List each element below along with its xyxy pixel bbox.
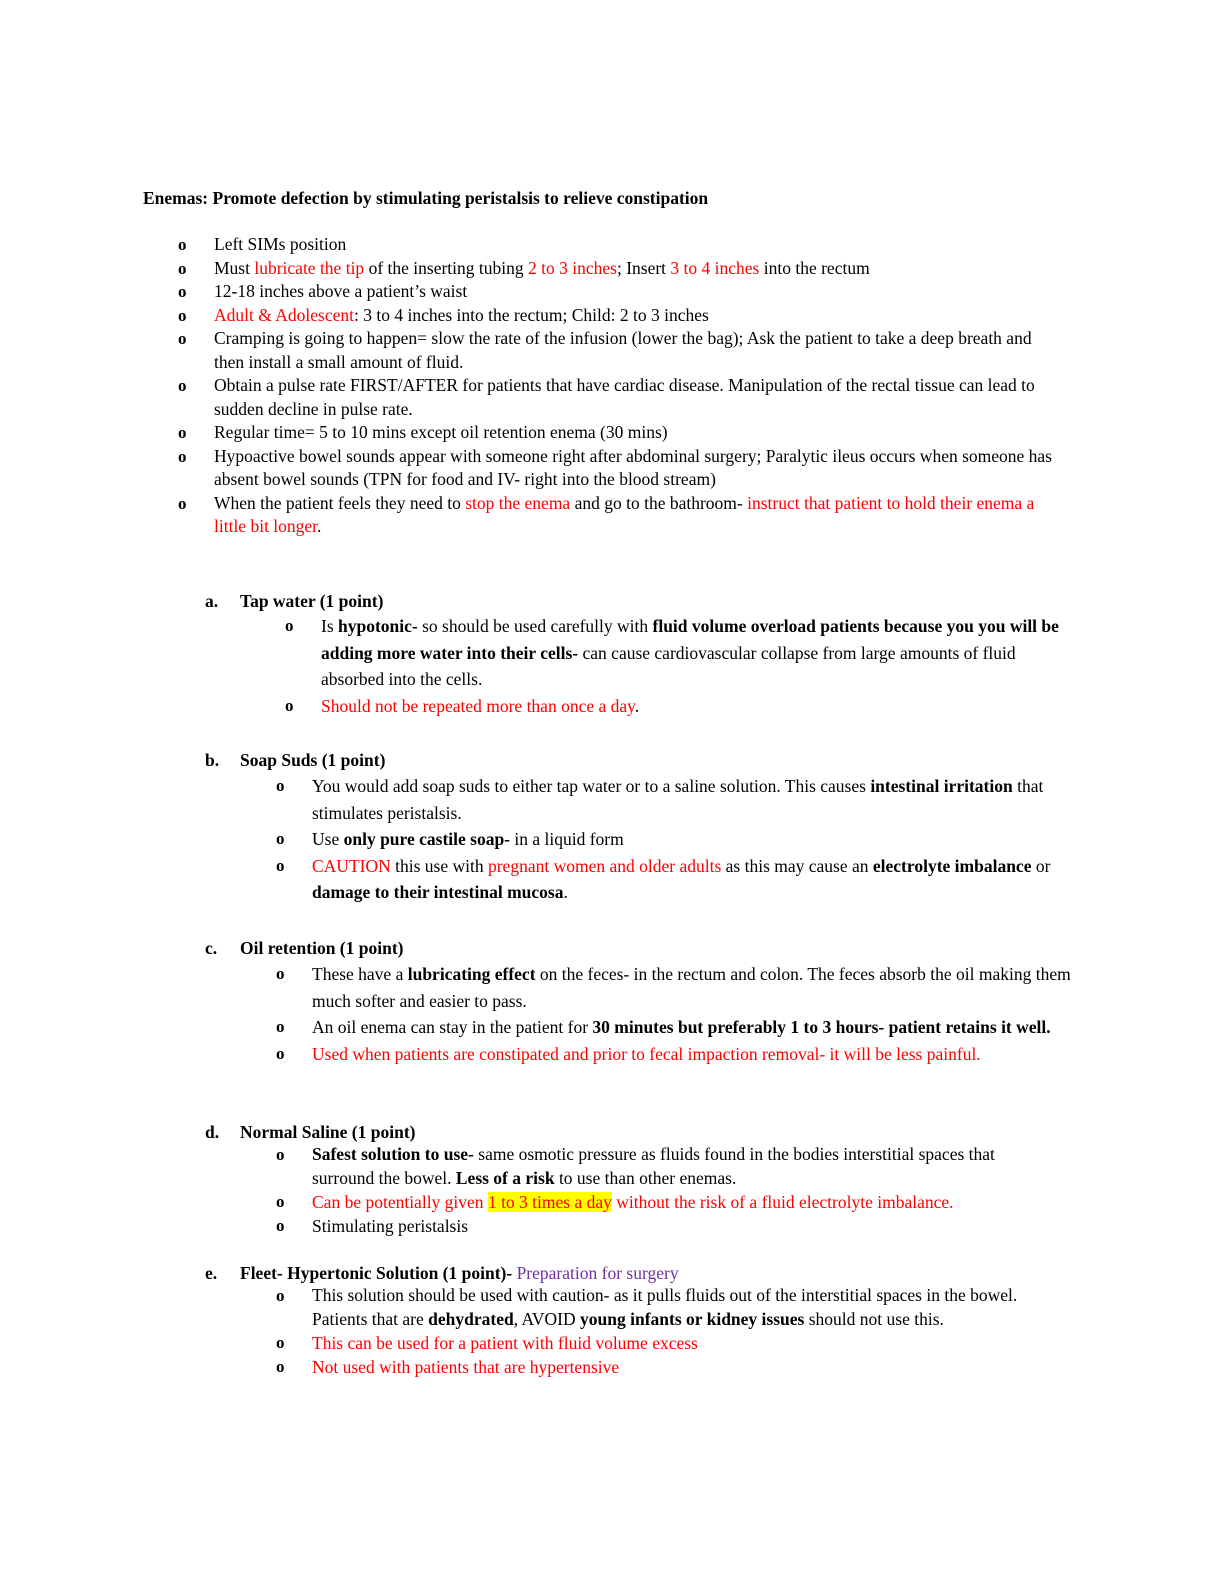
list-item: o Must lubricate the tip of the inserting tubing 2 to 3 inches; Insert 3 to 4 inches into the rectum: [214, 257, 1064, 281]
page-title: Enemas: Promote defection by stimulating peristalsis to relieve constipation: [143, 188, 709, 208]
bullet-icon: o: [178, 423, 187, 442]
bullet-icon: o: [285, 616, 294, 635]
list-item: o Safest solution to use- same osmotic pressure as fluids found in the bodies interstitial spaces that surround the bowel. Less of a risk to use than other enemas.: [276, 1144, 995, 1188]
bullet-icon: o: [276, 1192, 285, 1211]
bullet-icon: o: [276, 964, 285, 983]
normal-saline-list: [276, 1143, 1057, 1238]
main-bullet-list: [178, 233, 1064, 539]
list-item: o This can be used for a patient with fluid volume excess: [276, 1333, 698, 1353]
section-heading: b. Soap Suds (1 point): [205, 750, 386, 770]
bullet-icon: o: [178, 329, 187, 348]
bullet-icon: o: [178, 235, 187, 254]
bullet-icon: o: [276, 1216, 285, 1235]
bullet-icon: o: [276, 776, 285, 795]
list-item: o Is hypotonic- so should be used carefully with fluid volume overload patients because you you will be adding more water into their cells- can cause cardiovascular collapse from large amounts of fluid absorbed into the cells.: [321, 613, 1071, 693]
bullet-icon: o: [285, 695, 294, 715]
list-item: o Use only pure castile soap- in a liquid form: [312, 826, 1057, 853]
bullet-icon: o: [276, 1145, 285, 1164]
bullet-icon: o: [276, 829, 285, 848]
section-heading: d. Normal Saline (1 point): [205, 1122, 416, 1142]
list-item: o This solution should be used with caution- as it pulls fluids out of the interstitial spaces in the bowel. Patients that are dehydrated, AVOID young infants or kidney issues should not use this.: [276, 1285, 1018, 1329]
soap-suds-list: [276, 773, 1057, 906]
list-item: o Adult & Adolescent: 3 to 4 inches into the rectum; Child: 2 to 3 inches: [214, 304, 1064, 328]
list-item: o When the patient feels they need to stop the enema and go to the bathroom- instruct that patient to hold their enema a little bit longer.: [178, 492, 1035, 536]
section-fleet-hypertonic: [205, 1261, 679, 1285]
bullet-icon: o: [178, 305, 187, 325]
list-item: o Not used with patients that are hypertensive: [276, 1357, 620, 1377]
list-item: o Stimulating peristalsis: [276, 1216, 469, 1236]
highlighted-text: 1 to 3 times a day: [487, 1192, 612, 1212]
section-heading: e. Fleet- Hypertonic Solution (1 point)- Preparation for surgery: [205, 1263, 679, 1283]
bullet-icon: o: [276, 1333, 285, 1352]
list-item: o Cramping is going to happen= slow the rate of the infusion (lower the bag); Ask the patient to take a deep breath and then install a small amount of fluid.: [178, 328, 1032, 372]
section-heading: a. Tap water (1 point): [205, 591, 384, 611]
section-normal-saline: [205, 1120, 416, 1144]
list-item: o Can be potentially given 1 to 3 times a day without the risk of a fluid electrolyte imbalance.: [276, 1192, 954, 1212]
bullet-icon: o: [178, 446, 187, 466]
bullet-icon: o: [178, 258, 187, 278]
list-item: o These have a lubricating effect on the feces- in the rectum and colon. The feces absorb the oil making them much softer and easier to pass.: [312, 961, 1072, 1014]
bullet-icon: o: [276, 1286, 285, 1305]
list-item: o You would add soap suds to either tap water or to a saline solution. This causes intestinal irritation that stimulates peristalsis.: [312, 773, 1057, 826]
list-item: o Obtain a pulse rate FIRST/AFTER for patients that have cardiac disease. Manipulation of the rectal tissue can lead to sudden decline in pulse rate.: [178, 375, 1035, 419]
bullet-icon: o: [276, 1017, 285, 1036]
section-heading: c. Oil retention (1 point): [205, 938, 404, 958]
bullet-icon: o: [178, 376, 187, 395]
bullet-icon: o: [276, 855, 285, 875]
section-tap-water: [205, 589, 383, 613]
list-item: o Hypoactive bowel sounds appear with someone right after abdominal surgery; Paralytic ileus occurs when someone has absent bowel sounds (TPN for food and IV- right into the blood stream): [178, 445, 1052, 489]
bullet-icon: o: [276, 1357, 285, 1376]
list-item: o Left SIMs position: [214, 233, 1064, 257]
list-item: o An oil enema can stay in the patient for 30 minutes but preferably 1 to 3 hours- patient retains it well.: [312, 1014, 1072, 1041]
fleet-hypertonic-list: [276, 1284, 1057, 1379]
list-item: o 12-18 inches above a patient’s waist: [214, 280, 1064, 304]
bullet-icon: o: [276, 1043, 285, 1063]
list-item: o Regular time= 5 to 10 mins except oil retention enema (30 mins): [214, 421, 1064, 445]
list-item: o CAUTION this use with pregnant women and older adults as this may cause an electrolyte imbalance or damage to their intestinal mucosa.: [312, 853, 1057, 906]
bullet-icon: o: [178, 493, 187, 513]
section-oil-retention: [205, 936, 404, 960]
list-item: o Should not be repeated more than once a day.: [321, 693, 1071, 720]
oil-retention-list: [276, 961, 1072, 1067]
section-soap-suds: [205, 748, 385, 772]
list-item: o Used when patients are constipated and prior to fecal impaction removal- it will be less painful.: [312, 1041, 1072, 1068]
bullet-icon: o: [178, 282, 187, 301]
tap-water-list: [285, 613, 1071, 719]
